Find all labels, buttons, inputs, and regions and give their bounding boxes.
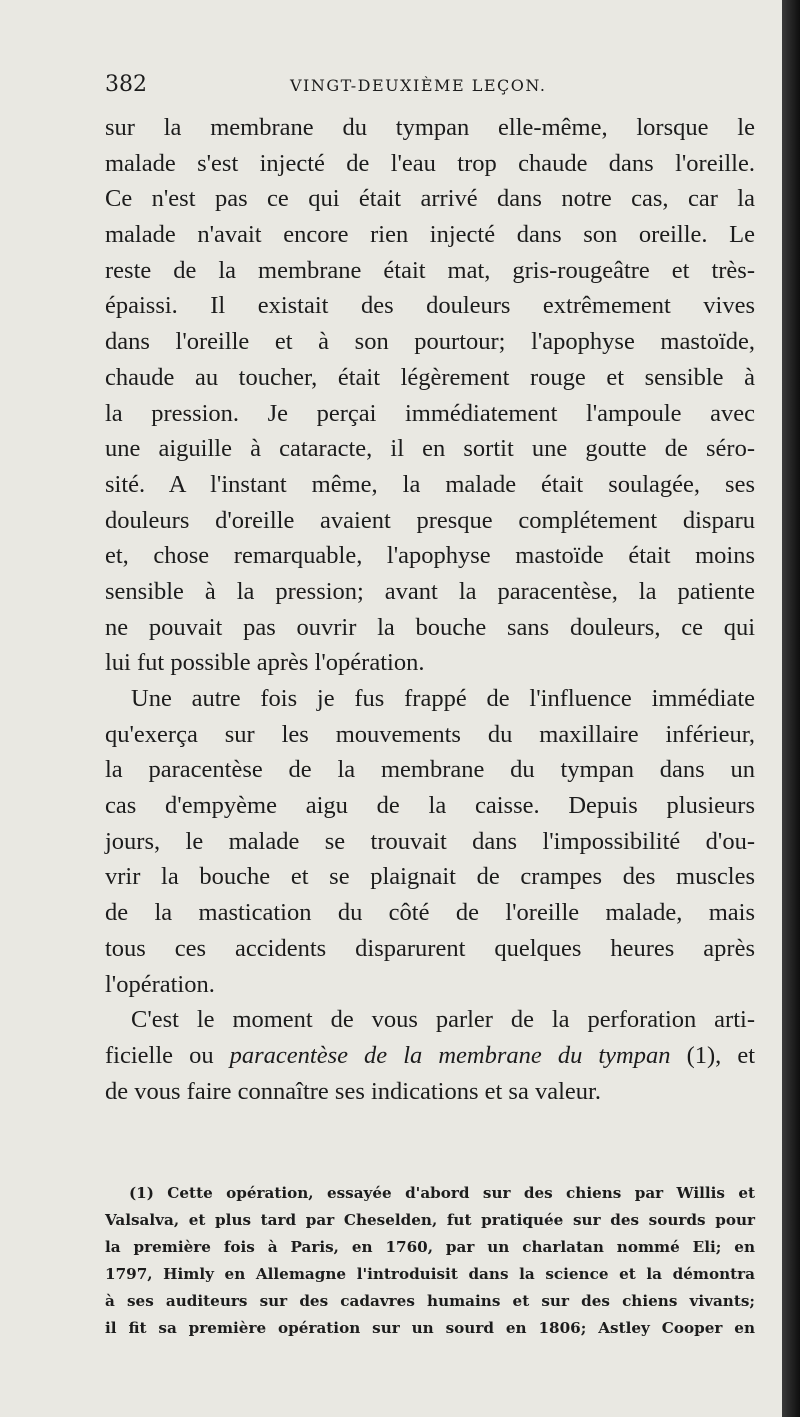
page-header [105,66,755,106]
footnotes [105,1180,755,1342]
body-text [105,110,755,1109]
text-line: tous ces accidents disparurent quelques heures après [105,934,755,962]
text-line: douleurs d'oreille avaient presque complétement disparu [105,506,755,534]
text-line: malade n'avait encore rien injecté dans son oreille. Le [105,221,755,249]
text-line [105,1038,755,1074]
text-line: malade s'est injecté de l'eau trop chaude dans l'oreille. [105,149,755,177]
text-line: ne pouvait pas ouvrir la bouche sans douleurs, ce qui [105,613,755,641]
italic-title: paracentèse de la membrane du tympan [229,1041,671,1069]
text-line: dans l'oreille et à son pourtour; l'apophyse mastoïde, [105,328,755,356]
text-line: sensible à la pression; avant la paracentèse, la patiente [105,577,755,605]
text-line: de la mastication du côté de l'oreille malade, mais [105,899,755,927]
text-line: jours, le malade se trouvait dans l'impossibilité d'ou- [105,827,755,855]
text-line: de vous faire connaître ses indications et sa valeur. [105,1077,601,1105]
text-line: épaissi. Il existait des douleurs extrêmement vives [105,292,755,320]
page-number: 382 [105,72,147,97]
text-segment: (1), et [670,1041,756,1069]
text-line: sité. A l'instant même, la malade était soulagée, ses [105,470,755,498]
text-line: l'opération. [105,970,215,998]
text-line: et, chose remarquable, l'apophyse mastoïde était moins [105,542,755,570]
text-line: la pression. Je perçai immédiatement l'ampoule avec [105,399,755,427]
footnote-line: à ses auditeurs sur des cadavres humains et sur des chiens vivants; [105,1292,755,1310]
running-head: VINGT-DEUXIÈME LEÇON. [290,76,547,95]
text-line: lui fut possible après l'opération. [105,649,425,677]
text-line: la paracentèse de la membrane du tympan dans un [105,756,755,784]
text-segment: ficielle ou [105,1041,230,1069]
text-line: vrir la bouche et se plaignait de crampes des muscles [105,863,755,891]
text-line: C'est le moment de vous parler de la perforation arti- [131,1006,755,1034]
text-line: Ce n'est pas ce qui était arrivé dans notre cas, car la [105,185,755,213]
footnote-line: (1) Cette opération, essayée d'abord sur des chiens par Willis et [129,1184,755,1202]
footnote-line: Valsalva, et plus tard par Cheselden, fut pratiquée sur des sourds pour [105,1211,755,1229]
page-edge-shadow [782,0,800,1417]
text-line: reste de la membrane était mat, gris-rougeâtre et très- [105,256,755,284]
footnote-line: la première fois à Paris, en 1760, par un charlatan nommé Eli; en [105,1238,755,1256]
footnote-line: il fit sa première opération sur un sourd en 1806; Astley Cooper en [105,1319,755,1337]
text-line: Une autre fois je fus frappé de l'influence immédiate [131,685,755,712]
text-line: chaude au toucher, était légèrement rouge et sensible à [105,363,755,391]
text-line: une aiguille à cataracte, il en sortit une goutte de séro- [105,435,755,463]
text-line: cas d'empyème aigu de la caisse. Depuis plusieurs [105,792,755,820]
text-line: sur la membrane du tympan elle-même, lorsque le [105,114,755,141]
text-line: qu'exerça sur les mouvements du maxillaire inférieur, [105,720,755,748]
footnote-line: 1797, Himly en Allemagne l'introduisit dans la science et la démontra [105,1265,755,1283]
